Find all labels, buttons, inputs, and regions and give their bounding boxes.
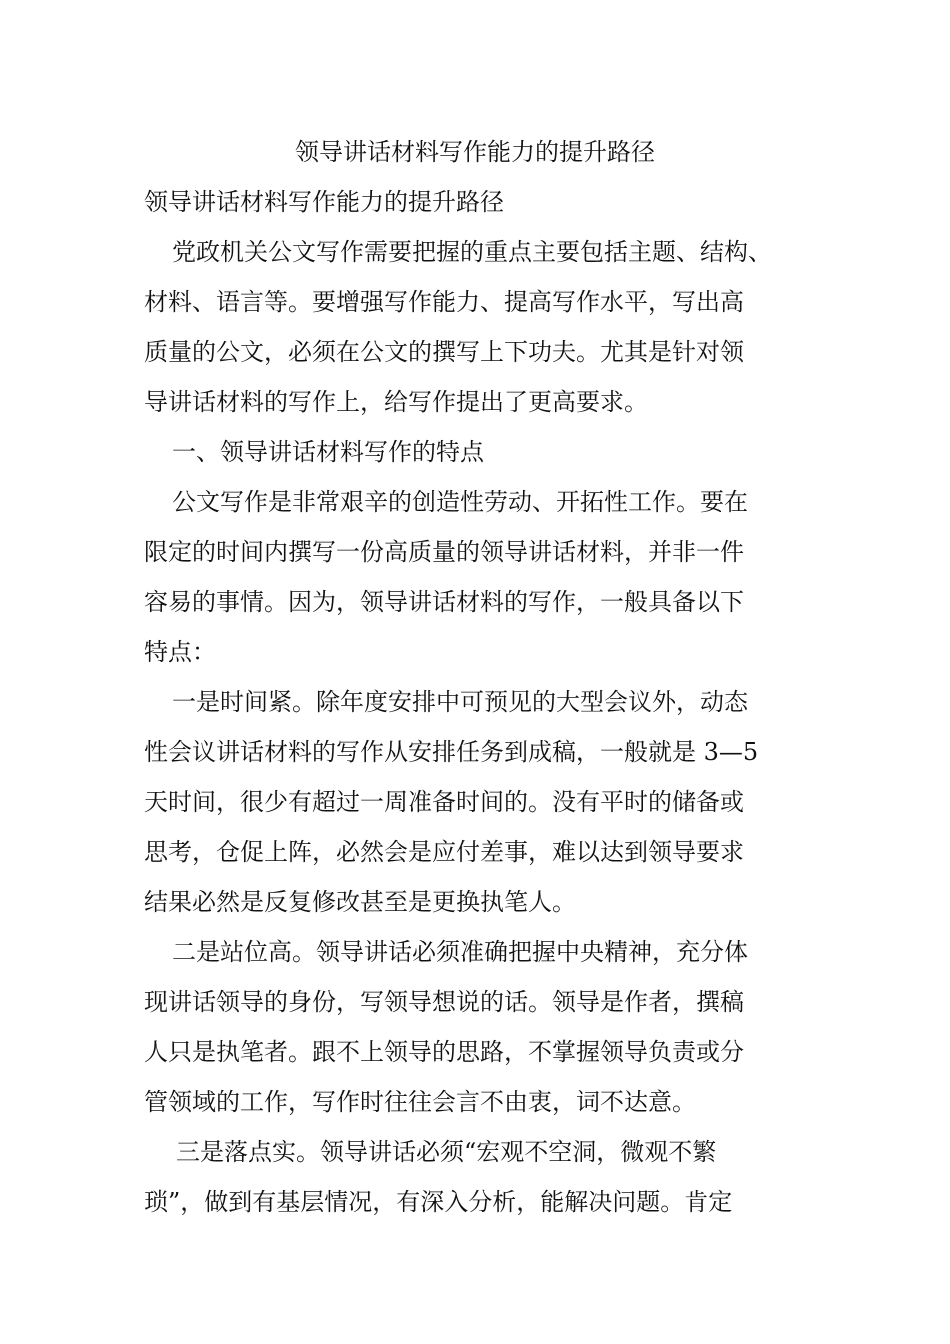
- paragraph-line: 材料、语言等。要增强写作能力、提高写作水平，写出高: [144, 288, 744, 316]
- paragraph-line: 限定的时间内撰写一份高质量的领导讲话材料，并非一件: [144, 538, 744, 566]
- paragraph-line: 现讲话领导的身份，写领导想说的话。领导是作者，撰稿: [144, 988, 744, 1016]
- paragraph-line: 结果必然是反复修改甚至是更换执笔人。: [144, 888, 576, 916]
- paragraph-line: 二是站位高。领导讲话必须准确把握中央精神，充分体: [148, 938, 748, 966]
- paragraph-line: 三是落点实。领导讲话必须“宏观不空洞，微观不繁: [152, 1138, 717, 1166]
- paragraph-line: 思考，仓促上阵，必然会是应付差事，难以达到领导要求: [144, 838, 744, 866]
- paragraph-line: 琐”，做到有基层情况，有深入分析，能解决问题。肯定: [144, 1188, 733, 1216]
- paragraph-line: 管领域的工作，写作时往往会言不由衷，词不达意。: [144, 1088, 696, 1116]
- subtitle-line: 领导讲话材料写作能力的提升路径: [144, 188, 504, 216]
- paragraph-line: 党政机关公文写作需要把握的重点主要包括主题、结构、: [148, 238, 772, 266]
- paragraph-line: 公文写作是非常艰辛的创造性劳动、开拓性工作。要在: [148, 488, 748, 516]
- paragraph-line: 容易的事情。因为，领导讲话材料的写作，一般具备以下: [144, 588, 744, 616]
- paragraph-line: 质量的公文，必须在公文的撰写上下功夫。尤其是针对领: [144, 338, 744, 366]
- paragraph-line: 导讲话材料的写作上，给写作提出了更高要求。: [144, 388, 648, 416]
- paragraph-line: 特点：: [144, 638, 216, 666]
- paragraph-line: 天时间，很少有超过一周准备时间的。没有平时的储备或: [144, 788, 744, 816]
- paragraph-line: 一是时间紧。除年度安排中可预见的大型会议外，动态: [148, 688, 748, 716]
- paragraph-line: 人只是执笔者。跟不上领导的思路，不掌握领导负责或分: [144, 1038, 744, 1066]
- page-title: 领导讲话材料写作能力的提升路径: [295, 138, 655, 166]
- section-heading: 一、领导讲话材料写作的特点: [148, 438, 484, 466]
- paragraph-line: 性会议讲话材料的写作从安排任务到成稿，一般就是 3—5: [144, 738, 759, 766]
